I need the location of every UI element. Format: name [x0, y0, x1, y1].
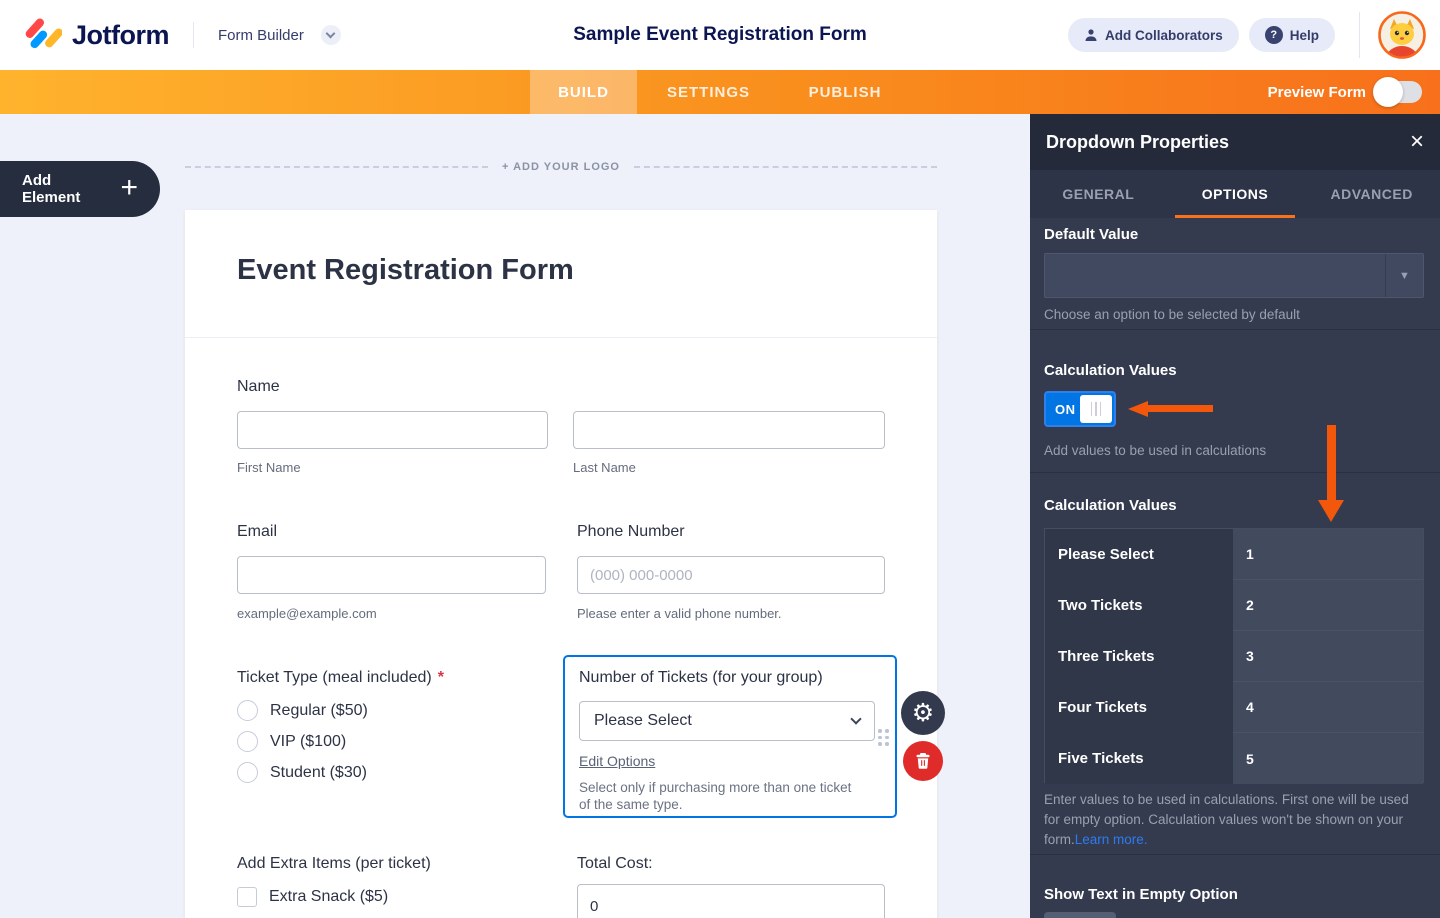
- total-cost-label[interactable]: Total Cost:: [577, 855, 653, 872]
- help-button[interactable]: [1249, 18, 1335, 52]
- default-value-section: [1030, 218, 1440, 330]
- form-canvas: [0, 114, 1030, 918]
- phone-sublabel: Please enter a valid phone number.: [577, 606, 782, 621]
- add-logo-label: + ADD YOUR LOGO: [502, 161, 620, 173]
- value-cell[interactable]: 5: [1233, 733, 1423, 784]
- email-sublabel: example@example.com: [237, 606, 377, 621]
- preview-form-toggle[interactable]: [1376, 81, 1422, 103]
- tab-publish[interactable]: PUBLISH: [808, 83, 882, 101]
- product-switcher[interactable]: Form Builder: [218, 26, 304, 44]
- tickets-select[interactable]: [579, 701, 875, 741]
- email-label[interactable]: Email: [237, 523, 278, 540]
- form-heading-block[interactable]: [185, 210, 937, 338]
- table-row: [1045, 733, 1423, 784]
- option-cell: Three Tickets: [1045, 631, 1233, 682]
- form-card: [185, 210, 937, 918]
- calc-values-helper: [1044, 790, 1424, 850]
- email-input[interactable]: [237, 556, 546, 594]
- selected-dropdown-field[interactable]: [563, 655, 897, 818]
- close-icon[interactable]: ×: [1409, 128, 1424, 155]
- option-cell: Four Tickets: [1045, 682, 1233, 733]
- checkbox-extra-snack[interactable]: [237, 887, 388, 907]
- dashed-line: [185, 166, 488, 168]
- radio-label: Student ($30): [270, 763, 367, 781]
- field-delete-button[interactable]: [903, 741, 943, 781]
- option-cell: Five Tickets: [1045, 733, 1233, 784]
- default-value-dropdown[interactable]: [1044, 253, 1424, 298]
- tab-build[interactable]: BUILD: [530, 70, 637, 114]
- first-name-input[interactable]: [237, 411, 548, 449]
- toggle-knob[interactable]: [1080, 395, 1112, 423]
- calc-values-table: [1044, 528, 1424, 783]
- table-row: [1045, 580, 1423, 631]
- app-header: [0, 0, 1440, 70]
- learn-more-link[interactable]: Learn more: [1074, 832, 1144, 847]
- add-logo-area[interactable]: [185, 159, 937, 175]
- total-cost-input[interactable]: [577, 884, 885, 918]
- default-value-helper: Choose an option to be selected by default: [1044, 307, 1300, 322]
- value-cell[interactable]: 4: [1233, 682, 1423, 733]
- chevron-down-icon: [850, 713, 861, 724]
- panel-body: [1030, 218, 1440, 918]
- builder-nav-bar: [0, 70, 1440, 114]
- checkbox-icon[interactable]: [237, 887, 257, 907]
- chevron-down-icon[interactable]: [321, 25, 341, 45]
- table-row: [1045, 682, 1423, 733]
- tickets-label: Number of Tickets (for your group): [579, 669, 823, 686]
- calc-values-helper-text: Enter values to be used in calculations. First one will be used for empty option. Calculation values won't be shown on your form.: [1044, 792, 1409, 847]
- radio-option-student[interactable]: [237, 762, 367, 783]
- calc-values-toggle[interactable]: [1044, 391, 1116, 427]
- tickets-select-value: Please Select: [594, 712, 692, 729]
- tab-advanced[interactable]: ADVANCED: [1330, 186, 1413, 202]
- annotation-arrow-left: [1128, 400, 1213, 417]
- radio-icon[interactable]: [237, 700, 258, 721]
- edit-options-link[interactable]: Edit Options: [579, 753, 656, 769]
- trash-icon: [916, 753, 930, 769]
- option-cell: Two Tickets: [1045, 580, 1233, 631]
- extras-label[interactable]: Add Extra Items (per ticket): [237, 855, 431, 872]
- caret-down-icon[interactable]: ▼: [1385, 254, 1423, 297]
- tab-settings[interactable]: SETTINGS: [666, 83, 750, 101]
- drag-handle[interactable]: [878, 729, 889, 746]
- form-heading: Event Registration Form: [237, 254, 574, 286]
- plus-icon: +: [120, 170, 138, 204]
- preview-form-label: Preview Form: [1267, 83, 1366, 101]
- value-cell[interactable]: 1: [1233, 529, 1423, 580]
- tickets-helper: Select only if purchasing more than one ticket of the same type.: [579, 780, 852, 812]
- radio-option-regular[interactable]: [237, 700, 368, 721]
- add-collaborators-label: Add Collaborators: [1104, 27, 1223, 43]
- ticket-type-label[interactable]: [237, 669, 444, 687]
- name-label[interactable]: Name: [237, 378, 280, 395]
- radio-label: Regular ($50): [270, 701, 368, 719]
- table-row: [1045, 631, 1423, 682]
- add-element-button[interactable]: [0, 161, 160, 217]
- annotation-arrow-down: [1318, 425, 1344, 522]
- calc-values-label: Calculation Values: [1044, 497, 1177, 514]
- value-cell[interactable]: 3: [1233, 631, 1423, 682]
- dashed-line: [634, 166, 937, 168]
- tab-general[interactable]: GENERAL: [1062, 186, 1135, 202]
- phone-input[interactable]: [577, 556, 885, 594]
- toggle-on-label: ON: [1055, 401, 1076, 417]
- default-value-label: Default Value: [1044, 226, 1139, 243]
- form-title[interactable]: Sample Event Registration Form: [573, 24, 867, 45]
- tab-options[interactable]: OPTIONS: [1167, 170, 1304, 218]
- calc-toggle-label: Calculation Values: [1044, 362, 1177, 379]
- brand-name[interactable]: Jotform: [72, 19, 169, 50]
- show-text-toggle[interactable]: [1044, 912, 1116, 918]
- field-settings-button[interactable]: [901, 691, 945, 735]
- phone-label[interactable]: Phone Number: [577, 523, 685, 540]
- show-text-label: Show Text in Empty Option: [1044, 886, 1238, 903]
- panel-title: Dropdown Properties: [1046, 131, 1230, 152]
- radio-icon[interactable]: [237, 762, 258, 783]
- required-asterisk: *: [437, 669, 444, 686]
- panel-header: [1030, 114, 1440, 170]
- dropdown-properties-panel: [1030, 114, 1440, 918]
- jotform-logo-icon[interactable]: [24, 16, 62, 54]
- last-name-input[interactable]: [573, 411, 885, 449]
- radio-label: VIP ($100): [270, 732, 347, 750]
- add-collaborators-button[interactable]: [1068, 18, 1239, 52]
- checkbox-label: Extra Snack ($5): [269, 888, 389, 905]
- table-row: [1045, 529, 1423, 580]
- panel-tabs: [1030, 170, 1440, 218]
- ticket-type-label-text: Ticket Type (meal included): [237, 669, 432, 686]
- total-cost-value: 0: [590, 898, 599, 915]
- question-icon: ?: [1265, 26, 1283, 44]
- gear-icon: ⚙: [911, 699, 935, 727]
- phone-placeholder: (000) 000-0000: [590, 566, 693, 584]
- learn-more-period: .: [1143, 832, 1148, 847]
- avatar[interactable]: [1378, 11, 1426, 59]
- radio-icon[interactable]: [237, 731, 258, 752]
- first-name-sublabel: First Name: [237, 460, 301, 475]
- value-cell[interactable]: 2: [1233, 580, 1423, 631]
- header-divider: [193, 22, 194, 48]
- option-cell: Please Select: [1045, 529, 1233, 580]
- calc-toggle-helper: Add values to be used in calculations: [1044, 443, 1267, 458]
- help-label: Help: [1289, 27, 1319, 43]
- last-name-sublabel: Last Name: [573, 460, 636, 475]
- add-element-label: Add Element: [22, 172, 81, 206]
- radio-option-vip[interactable]: [237, 731, 346, 752]
- person-icon: [1084, 28, 1098, 42]
